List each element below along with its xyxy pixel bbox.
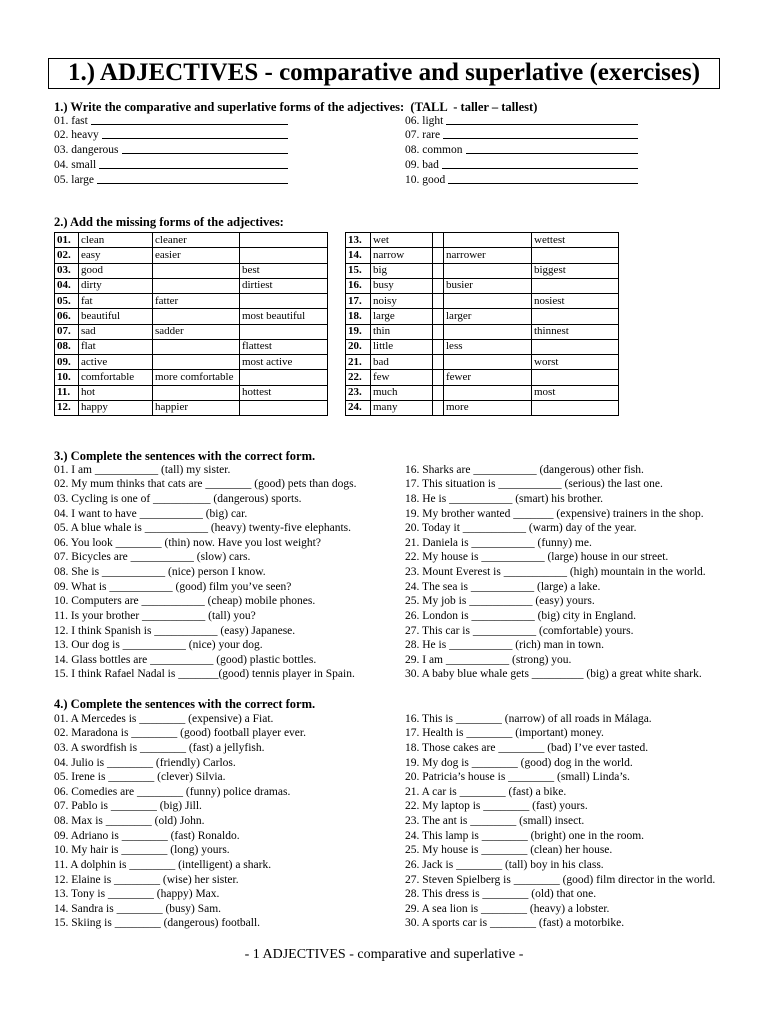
sentence-item: 24. This lamp is ________ (bright) one in the room.: [405, 829, 645, 842]
sentence-item: 16. This is ________ (narrow) of all roads in Málaga.: [405, 712, 652, 725]
table-superlative-cell: biggest: [532, 263, 619, 278]
table-number-cell: 13.: [346, 233, 371, 248]
table-blank-cell: [433, 294, 444, 309]
answer-line: [442, 158, 638, 169]
table-base-cell: clean: [79, 233, 153, 248]
answer-line: [99, 158, 288, 169]
adjective-label: 05. large: [54, 173, 95, 186]
table-comparative-cell: [444, 385, 532, 400]
sentence-item: 04. I want to have ___________ (big) car.: [54, 507, 248, 520]
table-base-cell: thin: [371, 324, 433, 339]
table-base-cell: noisy: [371, 294, 433, 309]
adjective-label: 04. small: [54, 158, 97, 171]
adjective-label: 10. good: [405, 173, 446, 186]
sentence-item: 07. Pablo is ________ (big) Jill.: [54, 800, 202, 813]
table-blank-cell: [433, 263, 444, 278]
table-comparative-cell: [153, 355, 240, 370]
table-superlative-cell: [240, 324, 328, 339]
table-row: [346, 248, 619, 263]
page-footer: - 1 ADJECTIVES - comparative and superlative -: [244, 947, 524, 962]
sentence-item: 24. The sea is ___________ (large) a lake.: [405, 580, 601, 593]
table-row: [55, 294, 328, 309]
table-comparative-cell: [444, 233, 532, 248]
table-blank-cell: [433, 233, 444, 248]
table-base-cell: flat: [79, 339, 153, 354]
table-number-cell: 22.: [346, 370, 371, 385]
table-number-cell: 20.: [346, 339, 371, 354]
table-superlative-cell: [532, 248, 619, 263]
adjective-label: 01. fast: [54, 114, 88, 127]
adjective-item: [54, 128, 288, 143]
sentence-item: 10. My hair is ________ (long) yours.: [54, 844, 230, 857]
table-row: [55, 370, 328, 385]
table-superlative-cell: [532, 339, 619, 354]
sentence-item: 09. Adriano is ________ (fast) Ronaldo.: [54, 829, 240, 842]
sentence-item: 20. Patricia’s house is ________ (small) Linda’s.: [405, 771, 630, 784]
table-blank-cell: [433, 309, 444, 324]
table-superlative-cell: most active: [240, 355, 328, 370]
table-number-cell: 02.: [55, 248, 79, 263]
table-comparative-cell: [153, 278, 240, 293]
table-blank-cell: [433, 339, 444, 354]
sentence-item: 19. My brother wanted _______ (expensive) trainers in the shop.: [405, 507, 704, 520]
table-number-cell: 10.: [55, 370, 79, 385]
table-row: [346, 370, 619, 385]
table-number-cell: 07.: [55, 324, 79, 339]
sentence-item: 30. A sports car is ________ (fast) a motorbike.: [405, 917, 625, 930]
table-superlative-cell: [240, 233, 328, 248]
table-blank-cell: [433, 355, 444, 370]
sentence-item: 17. Health is ________ (important) money.: [405, 727, 604, 740]
adjective-label: 03. dangerous: [54, 144, 119, 157]
sentence-item: 29. A sea lion is ________ (heavy) a lobster.: [405, 902, 610, 915]
sentence-item: 14. Sandra is ________ (busy) Sam.: [54, 902, 222, 915]
table-row: [55, 324, 328, 339]
sentence-item: 25. My job is ___________ (easy) yours.: [405, 595, 595, 608]
table-comparative-cell: fewer: [444, 370, 532, 385]
table-superlative-cell: [240, 400, 328, 415]
table-comparative-cell: larger: [444, 309, 532, 324]
table-comparative-cell: [444, 355, 532, 370]
table-base-cell: happy: [79, 400, 153, 415]
section1-left-list: [54, 114, 288, 188]
adjective-label: 06. light: [405, 114, 444, 127]
sentence-item: 21. Daniela is ___________ (funny) me.: [405, 536, 592, 549]
table-superlative-cell: [532, 309, 619, 324]
table-number-cell: 08.: [55, 339, 79, 354]
table-row: [346, 309, 619, 324]
table-superlative-cell: worst: [532, 355, 619, 370]
table-superlative-cell: most beautiful: [240, 309, 328, 324]
table-base-cell: busy: [371, 278, 433, 293]
sentence-item: 27. This car is ___________ (comfortable) yours.: [405, 624, 634, 637]
table-superlative-cell: hottest: [240, 385, 328, 400]
table-superlative-cell: flattest: [240, 339, 328, 354]
sentence-item: 27. Steven Spielberg is ________ (good) film director in the world.: [405, 873, 716, 886]
sentence-item: 19. My dog is ________ (good) dog in the world.: [405, 756, 633, 769]
table-base-cell: good: [79, 263, 153, 278]
table-row: [55, 248, 328, 263]
sentence-item: 05. A blue whale is ___________ (heavy) twenty-five elephants.: [54, 522, 352, 535]
table-row: [346, 385, 619, 400]
adjective-label: 08. common: [405, 144, 463, 157]
table-row: [346, 233, 619, 248]
adjective-label: 07. rare: [405, 129, 441, 142]
adjective-item: [405, 114, 638, 129]
table-base-cell: big: [371, 263, 433, 278]
table-row: [346, 339, 619, 354]
sentence-item: 22. My house is ___________ (large) house in our street.: [405, 551, 669, 564]
sentence-item: 11. Is your brother ___________ (tall) you?: [54, 609, 256, 622]
table-comparative-cell: fatter: [153, 294, 240, 309]
sentence-item: 18. Those cakes are ________ (bad) I’ve ever tasted.: [405, 741, 649, 754]
sentence-item: 04. Julio is ________ (friendly) Carlos.: [54, 756, 236, 769]
table-row: [55, 309, 328, 324]
sentence-item: 23. Mount Everest is ___________ (high) mountain in the world.: [405, 566, 706, 579]
table-number-cell: 01.: [55, 233, 79, 248]
table-comparative-cell: [153, 339, 240, 354]
table-superlative-cell: most: [532, 385, 619, 400]
sentence-item: 03. Cycling is one of __________ (dangerous) sports.: [54, 492, 302, 505]
table-superlative-cell: [532, 370, 619, 385]
table-row: [55, 233, 328, 248]
table-row: [55, 339, 328, 354]
adjective-item: [405, 128, 638, 143]
sentence-item: 02. Maradona is ________ (good) football player ever.: [54, 727, 306, 740]
sentence-item: 11. A dolphin is ________ (intelligent) a shark.: [54, 858, 272, 871]
sentence-item: 05. Irene is ________ (clever) Silvia.: [54, 771, 226, 784]
table-base-cell: hot: [79, 385, 153, 400]
sentence-item: 28. He is ___________ (rich) man in town.: [405, 639, 604, 652]
table-number-cell: 19.: [346, 324, 371, 339]
table-row: [346, 324, 619, 339]
table-superlative-cell: thinnest: [532, 324, 619, 339]
sentence-item: 15. Skiing is ________ (dangerous) football.: [54, 917, 261, 930]
table-comparative-cell: [444, 294, 532, 309]
table-comparative-cell: busier: [444, 278, 532, 293]
adjective-item: [54, 114, 288, 129]
sentence-item: 14. Glass bottles are ___________ (good) plastic bottles.: [54, 653, 317, 666]
table-superlative-cell: dirtiest: [240, 278, 328, 293]
table-row: [346, 294, 619, 309]
sentence-item: 08. Max is ________ (old) John.: [54, 815, 205, 828]
table-base-cell: fat: [79, 294, 153, 309]
table-row: [55, 278, 328, 293]
table-superlative-cell: [240, 294, 328, 309]
adjective-item: [54, 143, 288, 158]
section3-left-column: [54, 463, 399, 682]
section3-heading: 3.) Complete the sentences with the correct form.: [54, 448, 316, 463]
table-blank-cell: [433, 278, 444, 293]
table-blank-cell: [433, 385, 444, 400]
adjective-item: [405, 143, 638, 158]
table-number-cell: 24.: [346, 400, 371, 415]
answer-line: [102, 128, 288, 139]
table-base-cell: wet: [371, 233, 433, 248]
table-row: [346, 278, 619, 293]
table-superlative-cell: [532, 278, 619, 293]
table-base-cell: beautiful: [79, 309, 153, 324]
answer-line: [448, 173, 638, 184]
section4-heading: 4.) Complete the sentences with the correct form.: [54, 697, 316, 711]
table-number-cell: 16.: [346, 278, 371, 293]
sentence-item: 16. Sharks are ___________ (dangerous) other fish.: [405, 463, 644, 476]
table-comparative-cell: [444, 324, 532, 339]
adjective-label: 09. bad: [405, 158, 439, 171]
sentence-item: 02. My mum thinks that cats are ________ (good) pets than dogs.: [54, 478, 357, 491]
sentence-item: 17. This situation is ___________ (serious) the last one.: [405, 478, 663, 491]
table-base-cell: active: [79, 355, 153, 370]
table-blank-cell: [433, 370, 444, 385]
table-superlative-cell: best: [240, 263, 328, 278]
sentence-item: 07. Bicycles are ___________ (slow) cars.: [54, 551, 251, 564]
table-comparative-cell: [153, 309, 240, 324]
table-base-cell: comfortable: [79, 370, 153, 385]
table-base-cell: large: [371, 309, 433, 324]
sentence-item: 01. I am ___________ (tall) my sister.: [54, 463, 231, 476]
sentence-item: 25. My house is ________ (clean) her house.: [405, 844, 613, 857]
adjective-forms-table-right: [345, 232, 619, 416]
table-number-cell: 04.: [55, 278, 79, 293]
adjective-forms-table-left: [54, 232, 328, 416]
table-number-cell: 12.: [55, 400, 79, 415]
table-base-cell: dirty: [79, 278, 153, 293]
table-base-cell: few: [371, 370, 433, 385]
answer-line: [443, 128, 638, 139]
table-base-cell: bad: [371, 355, 433, 370]
table-row: [55, 400, 328, 415]
table-number-cell: 18.: [346, 309, 371, 324]
table-row: [346, 400, 619, 415]
table-superlative-cell: [532, 400, 619, 415]
table-number-cell: 21.: [346, 355, 371, 370]
table-comparative-cell: [153, 385, 240, 400]
sentence-item: 29. I am ___________ (strong) you.: [405, 653, 572, 666]
sentence-item: 12. Elaine is ________ (wise) her sister.: [54, 873, 239, 886]
answer-line: [122, 143, 288, 154]
sentence-item: 09. What is ___________ (good) film you’ve seen?: [54, 580, 292, 593]
section2-heading: 2.) Add the missing forms of the adjectives:: [54, 214, 284, 229]
answer-line: [97, 173, 288, 184]
table-base-cell: much: [371, 385, 433, 400]
table-blank-cell: [433, 324, 444, 339]
sentence-item: 26. Jack is ________ (tall) boy in his class.: [405, 858, 604, 871]
table-number-cell: 06.: [55, 309, 79, 324]
table-row: [55, 263, 328, 278]
sentence-item: 30. A baby blue whale gets _________ (big) a great white shark.: [405, 668, 702, 681]
table-number-cell: 17.: [346, 294, 371, 309]
table-comparative-cell: happier: [153, 400, 240, 415]
adjective-item: [405, 158, 638, 173]
section3-right-column: [405, 463, 760, 682]
table-comparative-cell: easier: [153, 248, 240, 263]
sentence-item: 13. Tony is ________ (happy) Max.: [54, 888, 220, 901]
sentence-item: 08. She is ___________ (nice) person I know.: [54, 566, 266, 579]
section1-right-list: [405, 114, 638, 188]
sentence-item: 22. My laptop is ________ (fast) yours.: [405, 800, 588, 813]
sentence-item: 03. A swordfish is ________ (fast) a jellyfish.: [54, 741, 265, 754]
table-base-cell: many: [371, 400, 433, 415]
table-number-cell: 03.: [55, 263, 79, 278]
table-number-cell: 09.: [55, 355, 79, 370]
table-number-cell: 11.: [55, 385, 79, 400]
section4-left-column: [54, 712, 399, 931]
table-comparative-cell: more comfortable: [153, 370, 240, 385]
answer-line: [446, 114, 638, 125]
table-base-cell: easy: [79, 248, 153, 263]
table-comparative-cell: cleaner: [153, 233, 240, 248]
sentence-item: 12. I think Spanish is ___________ (easy) Japanese.: [54, 624, 296, 637]
sentence-item: 21. A car is ________ (fast) a bike.: [405, 785, 567, 798]
sentence-item: 23. The ant is ________ (small) insect.: [405, 815, 585, 828]
table-row: [55, 385, 328, 400]
table-comparative-cell: narrower: [444, 248, 532, 263]
sentence-item: 01. A Mercedes is ________ (expensive) a Fiat.: [54, 712, 274, 725]
table-base-cell: narrow: [371, 248, 433, 263]
table-comparative-cell: sadder: [153, 324, 240, 339]
answer-line: [466, 143, 639, 154]
answer-line: [91, 114, 288, 125]
table-base-cell: sad: [79, 324, 153, 339]
section1-heading: 1.) Write the comparative and superlative forms of the adjectives: (TALL - taller – tallest): [54, 99, 538, 114]
adjective-item: [54, 158, 288, 173]
adjective-item: [54, 173, 288, 188]
table-superlative-cell: [240, 248, 328, 263]
table-comparative-cell: more: [444, 400, 532, 415]
table-number-cell: 23.: [346, 385, 371, 400]
table-number-cell: 14.: [346, 248, 371, 263]
table-blank-cell: [433, 248, 444, 263]
table-row: [346, 355, 619, 370]
table-comparative-cell: [444, 263, 532, 278]
adjective-label: 02. heavy: [54, 129, 99, 142]
table-base-cell: little: [371, 339, 433, 354]
sentence-item: 28. This dress is ________ (old) that one.: [405, 888, 597, 901]
table-blank-cell: [433, 400, 444, 415]
sentence-item: 06. Comedies are ________ (funny) police dramas.: [54, 785, 291, 798]
table-row: [346, 263, 619, 278]
table-superlative-cell: nosiest: [532, 294, 619, 309]
table-superlative-cell: [240, 370, 328, 385]
sentence-item: 26. London is ___________ (big) city in England.: [405, 609, 636, 622]
sentence-item: 13. Our dog is ___________ (nice) your dog.: [54, 639, 263, 652]
sentence-item: 15. I think Rafael Nadal is _______(good) tennis player in Spain.: [54, 668, 355, 681]
sentence-item: 20. Today it ___________ (warm) day of the year.: [405, 522, 637, 535]
sentence-item: 06. You look ________ (thin) now. Have you lost weight?: [54, 536, 321, 549]
adjective-item: [405, 173, 638, 188]
table-superlative-cell: wettest: [532, 233, 619, 248]
page-title: 1.) ADJECTIVES - comparative and superlative (exercises): [48, 58, 720, 89]
sentence-item: 18. He is ___________ (smart) his brother.: [405, 492, 604, 505]
section4-right-column: [405, 712, 760, 931]
table-comparative-cell: less: [444, 339, 532, 354]
sentence-item: 10. Computers are ___________ (cheap) mobile phones.: [54, 595, 316, 608]
table-comparative-cell: [153, 263, 240, 278]
table-number-cell: 15.: [346, 263, 371, 278]
table-row: [55, 355, 328, 370]
table-number-cell: 05.: [55, 294, 79, 309]
